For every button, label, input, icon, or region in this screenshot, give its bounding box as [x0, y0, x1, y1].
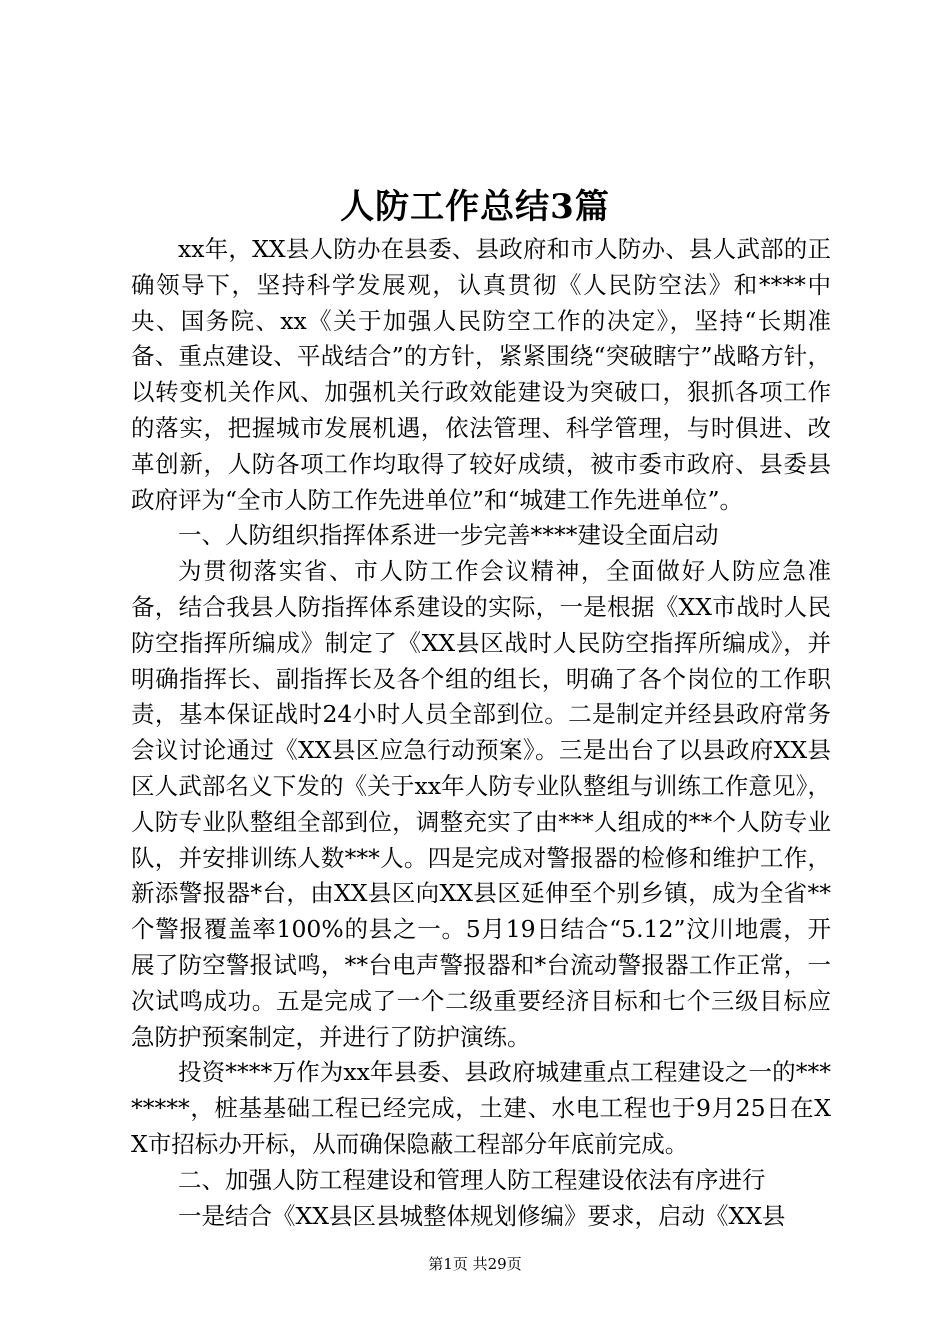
body-paragraph: 为贯彻落实省、市人防工作会议精神，全面做好人防应急准备，结合我县人防指挥体系建设的实际，一是根据《XX市战时人民防空指挥所编成》制定了《XX县区战时人民防空指挥所编成》，并明确指挥长、副指挥长及各个组的组长，明确了各个岗位的工作职责，基本保证战时24小时人员全部到位。二是制定并经县政府常务会议讨论通过《XX县区应急行动预案》。三是出台了以县政府XX县区人武部名义下发的《关于xx年人防专业队整组与训练工作意见》，人防专业队整组全部到位，调整充实了由***人组成的**个人防专业队，并安排训练人数***人。四是完成对警报器的检修和维护工作，新添警报器*台，由XX县区向XX县区延伸至个别乡镇，成为全省**个警报覆盖率100%的县之一。5月19日结合“5.12”汶川地震，开展了防空警报试鸣，**台电声警报器和*台流动警报器工作正常，一次试鸣成功。五是完成了一个二级重要经济目标和七个三级目标应急防护预案制定，并进行了防护演练。	[131, 557, 831, 1051]
section-heading: 二、加强人防工程建设和管理人防工程建设依法有序进行	[178, 1165, 766, 1194]
document-body	[131, 232, 831, 1234]
page-footer: 第1页 共29页	[428, 1255, 522, 1273]
page-title: 人防工作总结3篇	[340, 187, 610, 227]
body-paragraph: 一是结合《XX县区县城整体规划修编》要求，启动《XX县	[178, 1201, 786, 1230]
body-paragraph: xx年，XX县人防办在县委、县政府和市人防办、县人武部的正确领导下，坚持科学发展观，认真贯彻《人民防空法》和****中央、国务院、xx《关于加强人民防空工作的决定》，坚持“长期准备、重点建设、平战结合”的方针，紧紧围绕“突破瞎宁”战略方针，以转变机关作风、加强机关行政效能建设为突破口，狠抓各项工作的落实，把握城市发展机遇，依法管理、科学管理，与时俱进、改革创新，人防各项工作均取得了较好成绩，被市委市政府、县委县政府评为“全市人防工作先进单位”和“城建工作先进单位”。	[131, 235, 831, 514]
body-paragraph: 投资****万作为xx年县委、县政府城建重点工程建设之一的********，桩基基础工程已经完成，土建、水电工程也于9月25日在XX市招标办开标，从而确保隐蔽工程部分年底前完成。	[131, 1058, 831, 1158]
section-heading: 一、人防组织指挥体系进一步完善****建设全面启动	[178, 521, 719, 550]
